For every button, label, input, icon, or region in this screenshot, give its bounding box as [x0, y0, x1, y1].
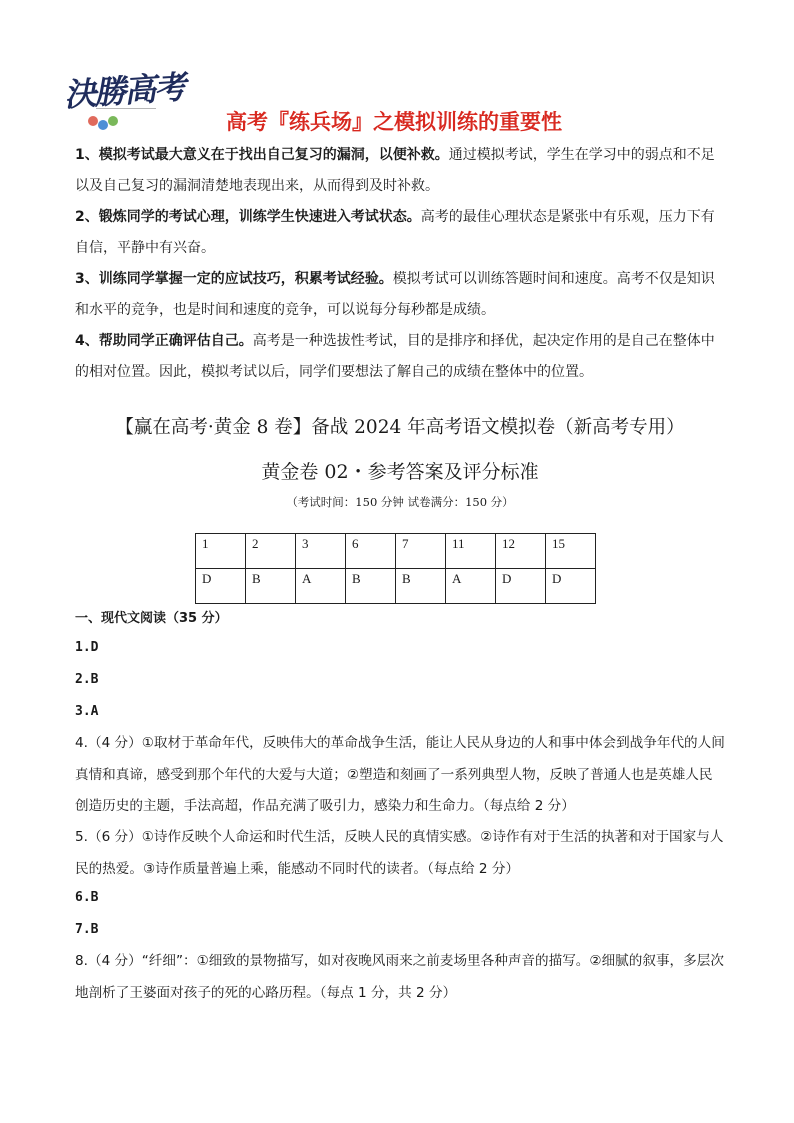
question-number: 15	[546, 534, 596, 569]
promo-item-3	[75, 264, 725, 326]
answer-cell: A	[446, 569, 496, 604]
promo-item-text: 高考的最佳心理状态是紧张中有乐观，压力下有自信，平静中有兴奋。	[75, 209, 715, 256]
answer-table-number-row	[196, 534, 596, 569]
answer-1: 1.D	[75, 640, 99, 655]
question-number: 11	[446, 534, 496, 569]
answer-3: 3.A	[75, 704, 99, 719]
answer-cell: D	[496, 569, 546, 604]
exam-title: 【赢在高考·黄金 8 卷】备战 2024 年高考语文模拟卷（新高考专用）	[115, 417, 685, 438]
promo-item-text: 高考是一种选拔性考试，目的是排序和择优，起决定作用的是自己在整体中的相对位置。因此，模拟考试以后，同学们要想法了解自己的成绩在整体中的位置。	[75, 333, 715, 380]
question-number: 3	[296, 534, 346, 569]
answer-table	[195, 533, 596, 604]
answer-cell: B	[346, 569, 396, 604]
answer-7: 7.B	[75, 922, 99, 937]
promo-item-2	[75, 202, 725, 264]
answer-2: 2.B	[75, 672, 99, 687]
answer-5: 5.（6 分）①诗作反映个人命运和时代生活，反映人民的真情实感。②诗作有对于生活的执著和对于国家与人民的热爱。③诗作质量普遍上乘，能感动不同时代的读者。（每点给 2 分）	[75, 829, 724, 877]
promo-item-bold: 1、模拟考试最大意义在于找出自己复习的漏洞，以便补救。	[75, 147, 449, 163]
question-number: 2	[246, 534, 296, 569]
promo-item-text: 模拟考试可以训练答题时间和速度。高考不仅是知识和水平的竞争，也是时间和速度的竞争，可以说每分每秒都是成绩。	[75, 271, 715, 318]
answer-table-answer-row	[196, 569, 596, 604]
logo-dot-red	[88, 116, 98, 126]
logo-dot-blue	[98, 120, 108, 130]
promo-item-4	[75, 326, 725, 388]
promo-item-bold: 2、锻炼同学的考试心理，训练学生快速进入考试状态。	[75, 209, 421, 225]
logo	[58, 58, 188, 134]
logo-lettering: 決勝高考	[62, 67, 186, 115]
answer-8: 8.（4 分）“纤细”：①细致的景物描写，如对夜晚风雨来之前麦场里各种声音的描写。②细腻的叙事，多层次地剖析了王婆面对孩子的死的心路历程。（每点 1 分，共 2 分）	[75, 953, 724, 1001]
question-number: 6	[346, 534, 396, 569]
promo-title: 高考『练兵场』之模拟训练的重要性	[226, 110, 562, 134]
logo-dot-green	[108, 116, 118, 126]
question-number: 12	[496, 534, 546, 569]
promo-item-1	[75, 140, 725, 202]
exam-info: （考试时间：150 分钟 试卷满分：150 分）	[286, 495, 514, 509]
promo-item-text: 通过模拟考试，学生在学习中的弱点和不足以及自己复习的漏洞清楚地表现出来，从而得到及时补救。	[75, 147, 715, 194]
promo-item-bold: 3、训练同学掌握一定的应试技巧，积累考试经验。	[75, 271, 393, 287]
answer-cell: B	[396, 569, 446, 604]
question-number: 1	[196, 534, 246, 569]
answer-cell: D	[196, 569, 246, 604]
promo-item-bold: 4、帮助同学正确评估自己。	[75, 333, 253, 349]
section-heading: 一、现代文阅读（35 分）	[75, 611, 228, 626]
answer-cell: A	[296, 569, 346, 604]
answer-cell: B	[246, 569, 296, 604]
answer-title: 黄金卷 02・参考答案及评分标准	[261, 461, 539, 483]
answer-4: 4.（4 分）①取材于革命年代，反映伟大的革命战争生活，能让人民从身边的人和事中体会到战争年代的人间真情和真谛，感受到那个年代的大爱与大道；②塑造和刻画了一系列典型人物，反映了普通人也是英雄人民创造历史的主题，手法高超，作品充满了吸引力，感染力和生命力。（每点给 2 分）	[75, 735, 725, 814]
question-number: 7	[396, 534, 446, 569]
answer-cell: D	[546, 569, 596, 604]
answer-6: 6.B	[75, 890, 99, 905]
